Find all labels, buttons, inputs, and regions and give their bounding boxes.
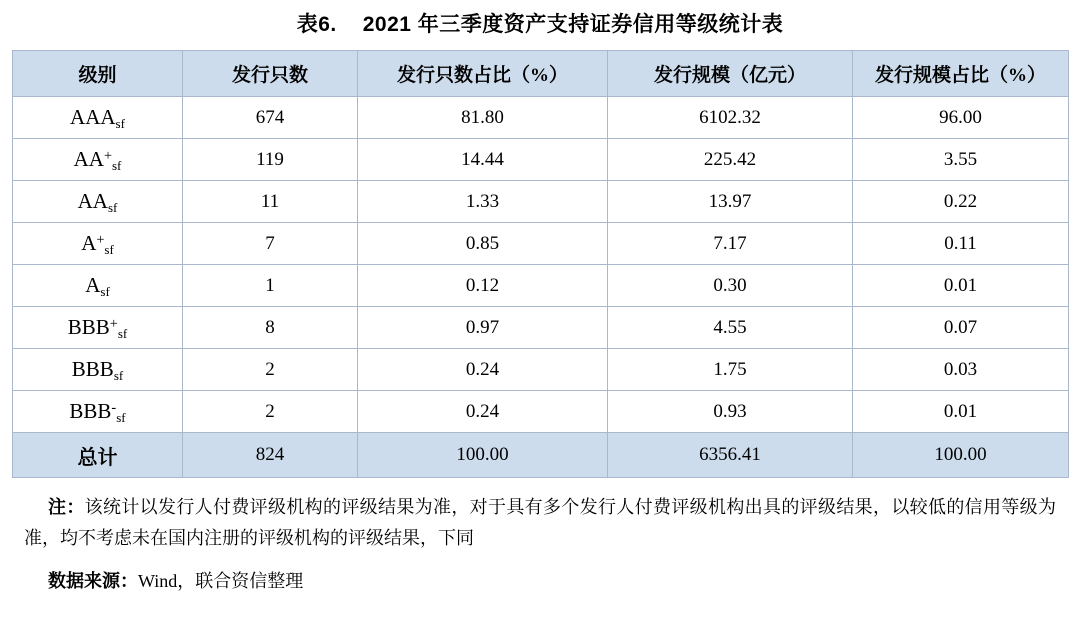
- cell-count: 1: [183, 265, 358, 307]
- table-row: [13, 349, 1069, 391]
- cell-count: 119: [183, 139, 358, 181]
- table-header: [13, 51, 1069, 97]
- cell-grade: $BBB^-_{sf}$: [13, 391, 183, 433]
- cell-count: 674: [183, 97, 358, 139]
- page-title: [0, 0, 1080, 50]
- cell-count-share: 1.33: [358, 181, 608, 223]
- cell-count-share: 0.85: [358, 223, 608, 265]
- source-line: [24, 566, 1056, 597]
- cell-count-share: 14.44: [358, 139, 608, 181]
- cell-grade: $AA^+_{sf}$: [13, 139, 183, 181]
- cell-total-count: 824: [183, 433, 358, 478]
- note-line: [24, 492, 1056, 554]
- cell-count-share: 81.80: [358, 97, 608, 139]
- cell-scale-share: 0.22: [853, 181, 1069, 223]
- cell-count: 2: [183, 349, 358, 391]
- cell-grade: $A_{sf}$: [13, 265, 183, 307]
- source-label: 数据来源：: [48, 570, 138, 591]
- cell-total-count-share: 100.00: [358, 433, 608, 478]
- table-header-row: [13, 51, 1069, 97]
- cell-count: 7: [183, 223, 358, 265]
- cell-scale: 6102.32: [608, 97, 853, 139]
- cell-total-scale: 6356.41: [608, 433, 853, 478]
- column-header-grade: 级别: [13, 51, 183, 97]
- table-row: [13, 307, 1069, 349]
- source-text: Wind，联合资信整理: [138, 570, 304, 591]
- table-notes: [24, 492, 1056, 597]
- title-text: 2021 年三季度资产支持证券信用等级统计表: [362, 13, 784, 36]
- cell-scale-share: 0.03: [853, 349, 1069, 391]
- note-label: 注：: [48, 497, 85, 517]
- cell-scale-share: 0.11: [853, 223, 1069, 265]
- cell-scale-share: 0.07: [853, 307, 1069, 349]
- cell-count: 8: [183, 307, 358, 349]
- cell-grade: $AA_{sf}$: [13, 181, 183, 223]
- table-body: [13, 97, 1069, 478]
- cell-scale: 225.42: [608, 139, 853, 181]
- column-header-scale-share: 发行规模占比（%）: [853, 51, 1069, 97]
- table-row: [13, 265, 1069, 307]
- cell-count-share: 0.24: [358, 391, 608, 433]
- credit-rating-table: [12, 50, 1069, 478]
- cell-grade: $A^+_{sf}$: [13, 223, 183, 265]
- cell-grade: $AAA_{sf}$: [13, 97, 183, 139]
- cell-scale: 4.55: [608, 307, 853, 349]
- cell-total-scale-share: 100.00: [853, 433, 1069, 478]
- cell-total-label: 总计: [13, 433, 183, 478]
- cell-count: 2: [183, 391, 358, 433]
- table-row: [13, 139, 1069, 181]
- cell-scale: 1.75: [608, 349, 853, 391]
- column-header-scale: 发行规模（亿元）: [608, 51, 853, 97]
- cell-scale: 0.30: [608, 265, 853, 307]
- cell-count: 11: [183, 181, 358, 223]
- table-row: [13, 181, 1069, 223]
- cell-count-share: 0.12: [358, 265, 608, 307]
- cell-scale: 0.93: [608, 391, 853, 433]
- cell-count-share: 0.97: [358, 307, 608, 349]
- table-number-label: 表6.: [296, 13, 337, 36]
- cell-scale-share: 96.00: [853, 97, 1069, 139]
- cell-grade: $BBB_{sf}$: [13, 349, 183, 391]
- note-text: 该统计以发行人付费评级机构的评级结果为准，对于具有多个发行人付费评级机构出具的评级结果，以较低的信用等级为准，均不考虑未在国内注册的评级机构的评级结果，下同: [24, 497, 1056, 548]
- cell-scale: 7.17: [608, 223, 853, 265]
- table-row: [13, 223, 1069, 265]
- column-header-count: 发行只数: [183, 51, 358, 97]
- table-row: [13, 391, 1069, 433]
- table-row: [13, 97, 1069, 139]
- cell-scale-share: 0.01: [853, 265, 1069, 307]
- cell-count-share: 0.24: [358, 349, 608, 391]
- column-header-count-share: 发行只数占比（%）: [358, 51, 608, 97]
- cell-grade: $BBB^+_{sf}$: [13, 307, 183, 349]
- cell-scale: 13.97: [608, 181, 853, 223]
- table-total-row: [13, 433, 1069, 478]
- cell-scale-share: 3.55: [853, 139, 1069, 181]
- cell-scale-share: 0.01: [853, 391, 1069, 433]
